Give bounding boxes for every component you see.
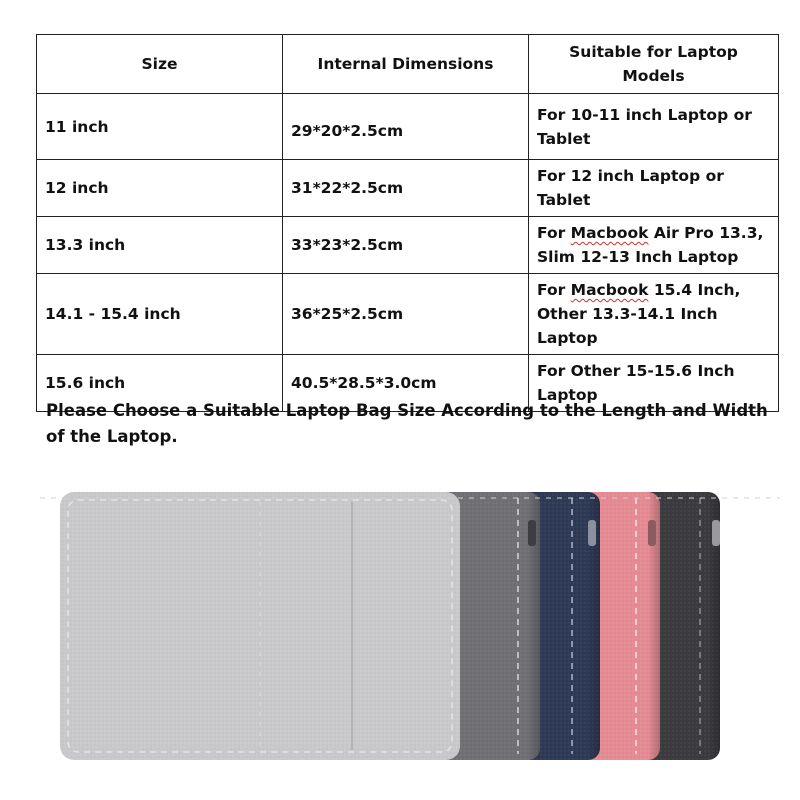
sleeve-light-gray [60,492,460,760]
cell-dimensions: 31*22*2.5cm [283,160,529,217]
table-row [37,274,779,355]
cell-dimensions: 36*25*2.5cm [283,274,529,355]
zipper-pull-icon [712,520,720,546]
zipper-pull-icon [528,520,536,546]
cell-dimensions: 33*23*2.5cm [283,217,529,274]
table-row [37,94,779,160]
laptop-sleeve-product-photo [40,462,780,782]
zipper-pull-icon [648,520,656,546]
models-suffix: 15.4 Inch, Other 13.3-14.1 Inch Laptop [537,281,741,347]
cell-models [529,217,779,274]
header-size: Size [37,35,283,94]
cell-models: For 10-11 inch Laptop or Tablet [529,94,779,160]
size-chart-table [36,34,779,412]
table-header-row [37,35,779,94]
cell-size: 13.3 inch [37,217,283,274]
size-guidance-note: Please Choose a Suitable Laptop Bag Size According to the Length and Width of the Laptop. [46,401,768,446]
models-prefix: For [537,224,571,242]
cell-models [529,274,779,355]
cell-size: 11 inch [37,94,283,160]
models-suffix: Air Pro 13.3, Slim 12-13 Inch Laptop [537,224,764,266]
header-suitable-models: Suitable for Laptop Models [529,35,779,94]
cell-models: For Other 15-15.6 Inch Laptop [529,355,779,412]
cell-models: For 12 inch Laptop or Tablet [529,160,779,217]
header-internal-dimensions: Internal Dimensions [283,35,529,94]
cell-size: 15.6 inch [37,355,283,412]
zipper-pull-icon [588,520,596,546]
cell-dimensions: 29*20*2.5cm [283,94,529,160]
table-row [37,160,779,217]
cell-dimensions: 40.5*28.5*3.0cm [283,355,529,412]
spellcheck-word: Macbook [570,224,649,242]
spellcheck-word: Macbook [570,281,649,299]
cell-size: 14.1 - 15.4 inch [37,274,283,355]
cell-size: 12 inch [37,160,283,217]
table-row [37,217,779,274]
models-prefix: For [537,281,571,299]
